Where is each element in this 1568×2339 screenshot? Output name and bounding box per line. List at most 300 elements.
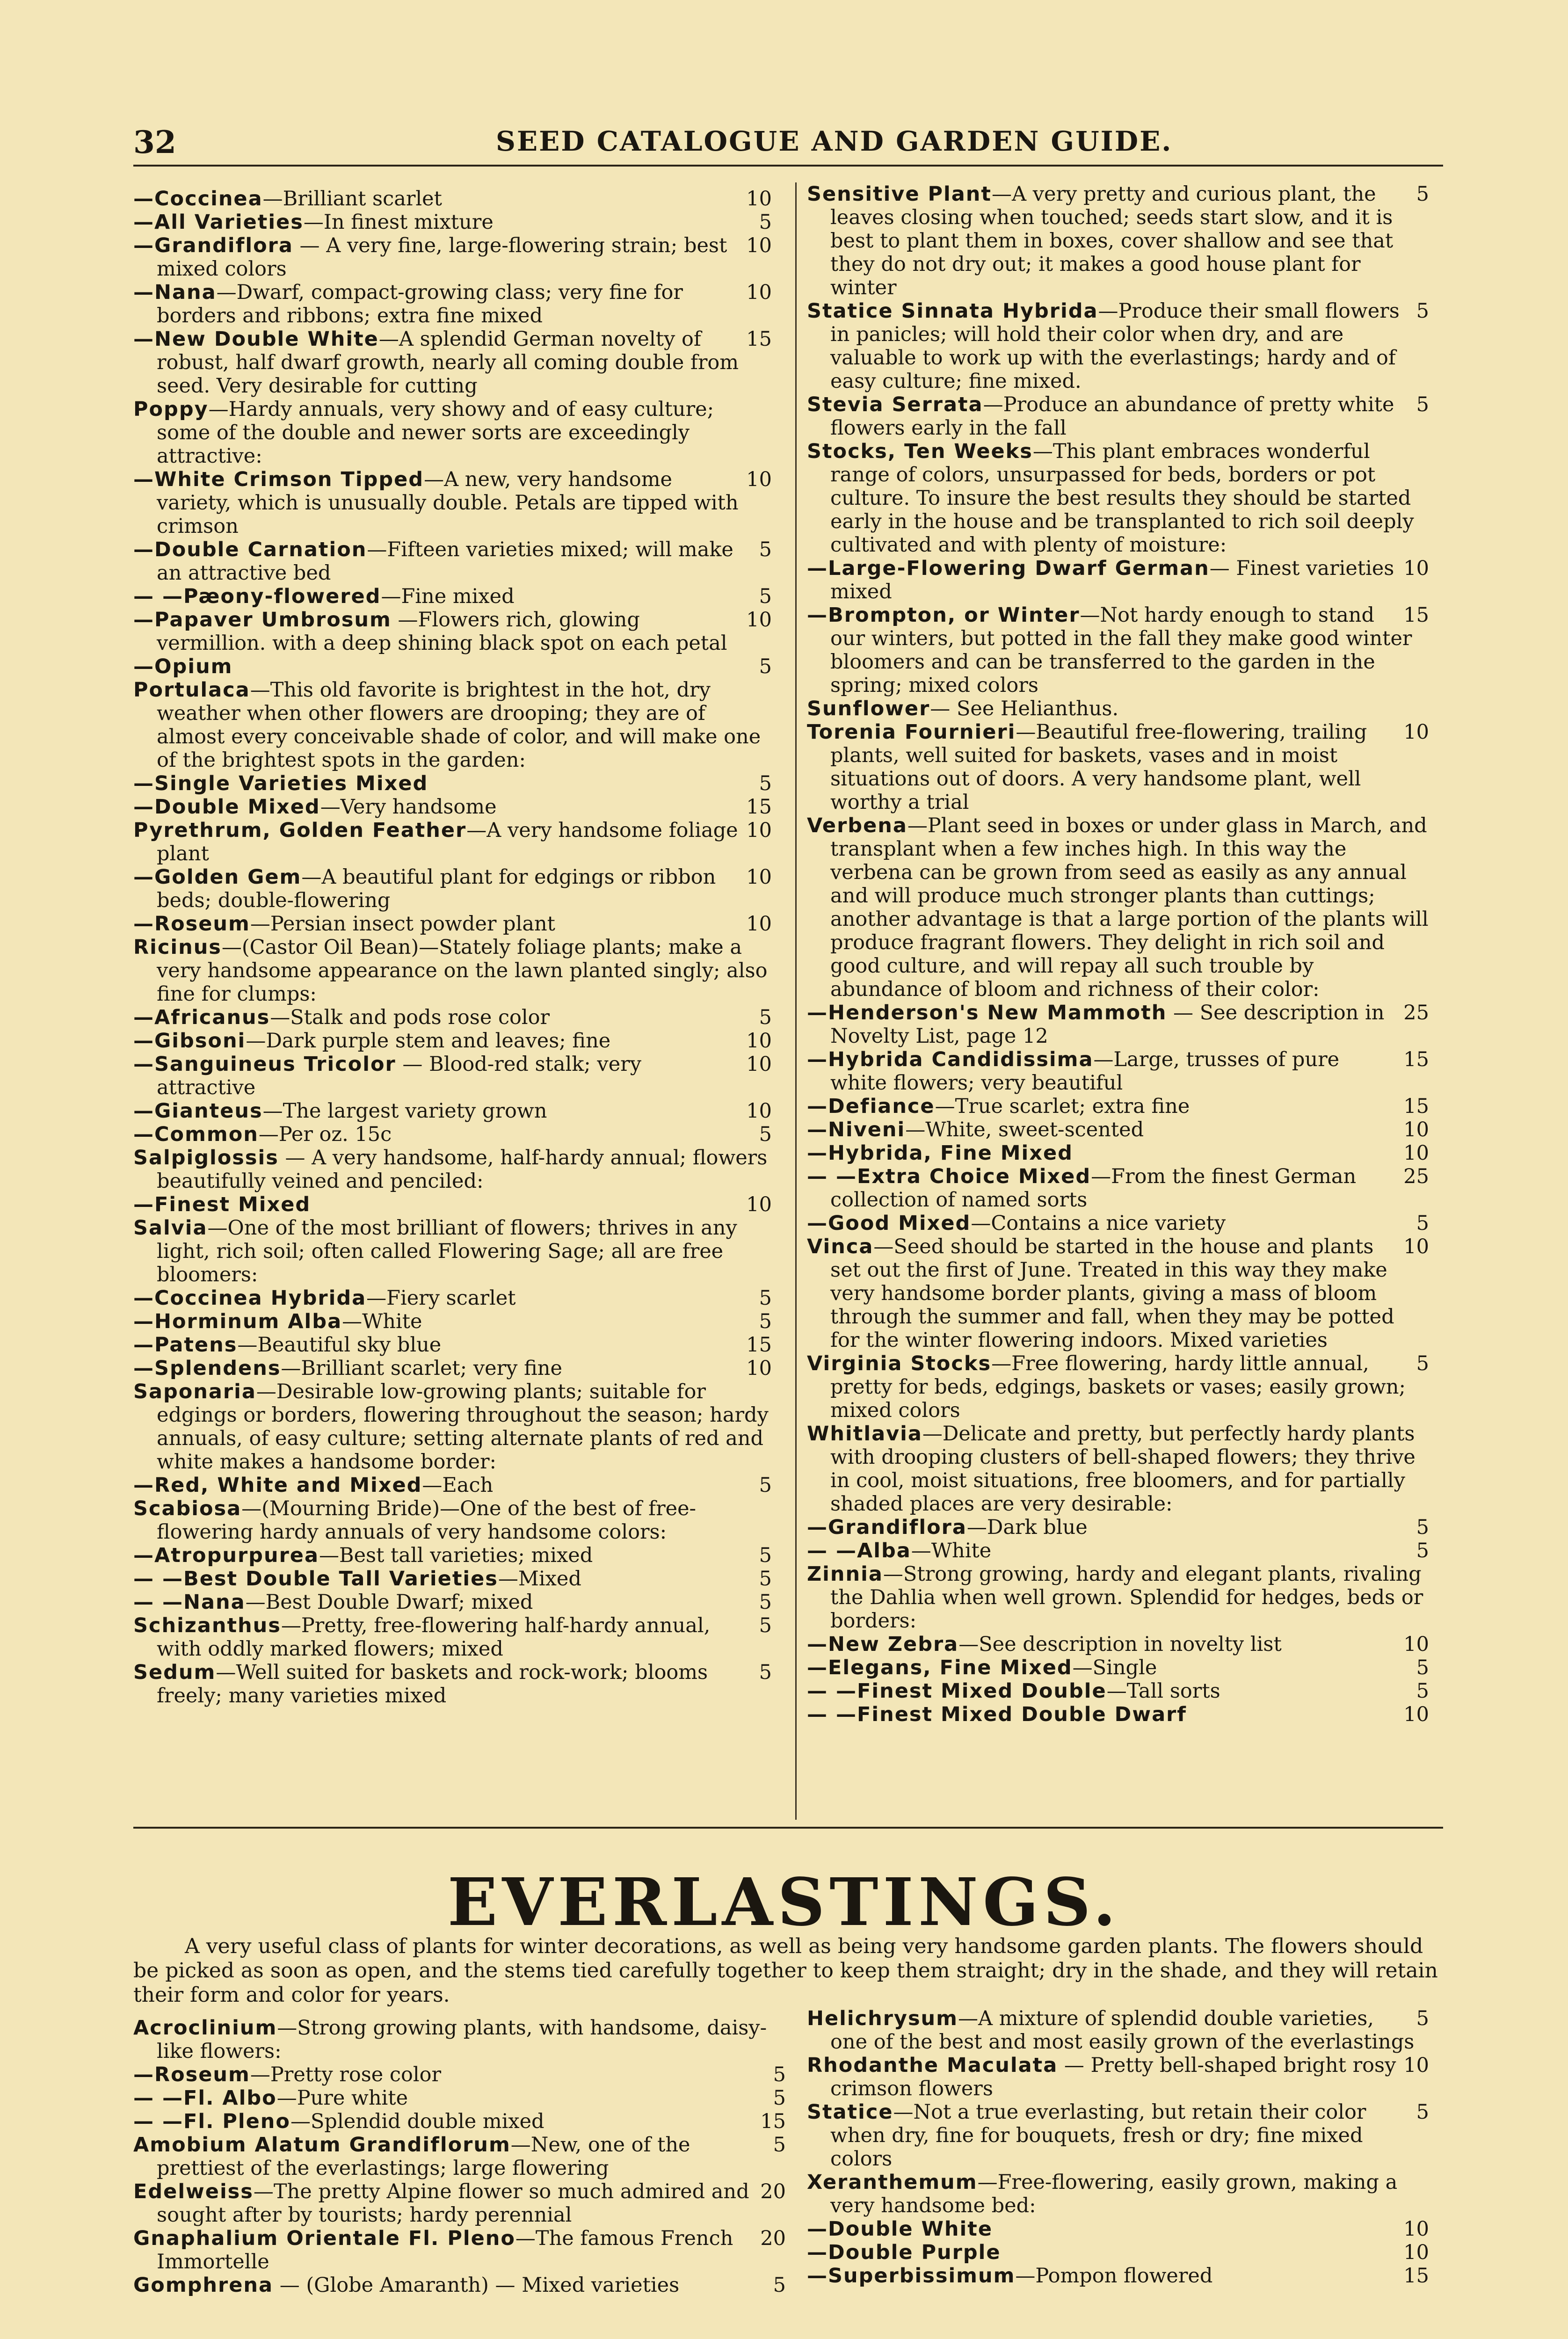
catalogue-entry [133,2086,786,2110]
entry-name: —Double Purple [807,2241,1001,2264]
entry-name: Virginia Stocks [807,1352,992,1375]
entry-price: 10 [746,281,772,304]
entry-name: Salvia [133,1216,208,1240]
entry-description: — Finest varieties mixed [830,557,1394,603]
entry-name: Edelweiss [133,2180,254,2203]
catalogue-entry [807,2007,1429,2054]
catalogue-entry [807,1656,1429,1679]
catalogue-entry [807,1562,1429,1633]
catalogue-entry [807,1048,1429,1095]
entry-name: —Single Varieties Mixed [133,772,428,795]
entry-description: —Fine mixed [381,585,515,608]
catalogue-entry [133,678,772,772]
catalogue-entry [807,720,1429,814]
catalogue-entry [807,697,1429,720]
entry-price: 20 [760,2227,786,2250]
entry-name: — —Alba [807,1539,911,1562]
entry-description: —Free-flowering, easily grown, making a very handsome bed: [830,2171,1398,2217]
entry-name: —Splendens [133,1357,281,1380]
entry-price: 5 [759,1614,772,1637]
entry-description: —Seed should be started in the house and plants set out the first of June. Treated in this way they make very handsome border plants, giving a mass of bloom through the summer and fall, when they may be potted for the winter flowering indoors. Mixed varieties [830,1235,1394,1352]
everlastings-left [133,2016,786,2297]
entry-price: 10 [746,912,772,936]
entry-description: —Contains a nice variety [971,1212,1226,1235]
entry-description: —Flowers rich, glowing vermillion. with a deep shining black spot on each petal [157,608,727,655]
entry-name: Gnaphalium Orientale Fl. Pleno [133,2227,515,2250]
entry-name: —Elegans, Fine Mixed [807,1656,1073,1679]
catalogue-entry [133,1053,772,1099]
entry-name: —Common [133,1123,259,1146]
everlastings-right [807,2007,1429,2288]
catalogue-entry [807,1141,1429,1165]
entry-name: —New Zebra [807,1633,959,1656]
entry-price: 20 [760,2180,786,2203]
entry-price: 10 [746,608,772,632]
column-divider [795,182,797,1820]
entry-price: 10 [746,1193,772,1216]
entry-price: 5 [1416,299,1429,323]
entry-name: —Red, White and Mixed [133,1474,422,1497]
catalogue-entry [133,2133,786,2180]
entry-name: —Superbissimum [807,2264,1016,2288]
entry-name: Salpiglossis [133,1146,279,1170]
entry-name: —Henderson's New Mammoth [807,1001,1167,1024]
entry-description: —Best Double Dwarf; mixed [245,1591,533,1614]
entry-description: —A very handsome foliage plant [157,819,738,865]
entry-name: Rhodanthe Maculata [807,2054,1058,2077]
entry-price: 10 [746,187,772,211]
catalogue-entry [133,1006,772,1029]
entry-description: —Delicate and pretty, but perfectly hardy plants with drooping clusters of bell-shaped flowers; they thrive in cool, moist situations, free bloomers, and for partially shaded places are very desirable: [830,1422,1416,1516]
entry-description: —Pure white [276,2086,408,2110]
entry-description: —In finest mixture [303,211,494,234]
entry-description: —Produce their small flowers in panicles; will hold their color when dry, and are valuable to work up with the everlastings; hardy and of easy culture; fine mixed. [830,299,1400,393]
entry-description: —Produce an abundance of pretty white flowers early in the fall [830,393,1394,440]
entry-name: —All Varieties [133,211,304,234]
entry-name: Statice [807,2100,893,2124]
entry-description: —A splendid German novelty of robust, half dwarf growth, nearly all coming double from seed. Very desirable for cutting [157,327,739,398]
entry-name: — —Fl. Pleno [133,2110,290,2133]
entry-price: 15 [746,795,772,819]
catalogue-entry [133,1544,772,1567]
catalogue-entry [133,1029,772,1053]
catalogue-entry [807,1212,1429,1235]
entry-price: 15 [760,2110,786,2133]
entry-description: —Not hardy enough to stand our winters, but potted in the fall they make good winter bloomers and can be transferred to the garden in the spring; mixed colors [830,603,1412,697]
entry-description: —This old favorite is brightest in the hot, dry weather when other flowers are drooping; they are of almost every conceivable shade of color, and will make one of the brightest spots in the garden: [157,678,761,772]
entry-description: —Very handsome [320,795,497,819]
entry-description: —Tall sorts [1106,1679,1220,1703]
catalogue-entry [133,2227,786,2274]
catalogue-entry [133,1099,772,1123]
catalogue-entry [133,865,772,912]
catalogue-entry [133,2063,786,2086]
entry-price: 5 [759,1310,772,1333]
page-number: 32 [133,124,176,160]
entry-price: 5 [759,1544,772,1567]
entry-price: 5 [773,2086,786,2110]
catalogue-entry [807,814,1429,1001]
catalogue-entry [133,2016,786,2063]
entry-name: — —Best Double Tall Varieties [133,1567,498,1591]
entry-price: 5 [1416,1352,1429,1375]
catalogue-entry [807,1095,1429,1118]
entry-price: 10 [1403,1235,1429,1258]
entry-name: Saponaria [133,1380,256,1403]
entry-price: 10 [746,865,772,889]
entry-name: —Horminum Alba [133,1310,342,1333]
catalogue-entry [133,327,772,398]
entry-name: — —Finest Mixed Double Dwarf [807,1703,1187,1726]
catalogue-entry [133,1661,772,1707]
entry-name: —Hybrida, Fine Mixed [807,1141,1073,1165]
everlastings-intro: A very useful class of plants for winter decorations, as well as being very handsome garden plants. The flowers should be picked as soon as open, and the stems tied carefully together to keep them straight; dry in the shade, and they will retain their form and color for years. [133,1934,1438,2007]
entry-price: 15 [746,1333,772,1357]
entry-price: 10 [1403,1703,1429,1726]
catalogue-entry [133,1310,772,1333]
entry-name: Verbena [807,814,907,837]
entry-description: —Fiery scarlet [366,1286,516,1310]
entry-description: —One of the most brilliant of flowers; thrives in any light, rich soil; often called Flowering Sage; all are free bloomers: [157,1216,737,1286]
catalogue-entry [807,2241,1429,2264]
entry-name: —Roseum [133,912,250,936]
entry-price: 5 [759,1123,772,1146]
entry-name: Whitlavia [807,1422,922,1446]
catalogue-entry [807,393,1429,440]
entry-name: — —Extra Choice Mixed [807,1165,1091,1188]
catalogue-entry [807,1703,1429,1726]
entry-description: —Best tall varieties; mixed [319,1544,593,1567]
catalogue-entry [133,772,772,795]
catalogue-entry [133,936,772,1006]
entry-description: —Beautiful free-flowering, trailing plants, well suited for baskets, vases and in moist situations out of doors. A very handsome plant, well worthy a trial [830,720,1367,814]
catalogue-entry [133,1123,772,1146]
catalogue-entry [133,608,772,655]
entry-price: 5 [1416,1516,1429,1539]
catalogue-entry [807,1679,1429,1703]
entry-description: —New, one of the prettiest of the everlastings; large flowering [157,2133,690,2180]
catalogue-entry [133,1380,772,1474]
catalogue-entry [133,1357,772,1380]
entry-price: 10 [1403,720,1429,744]
entry-price: 10 [1403,1141,1429,1165]
entry-name: Amobium Alatum Grandiflorum [133,2133,511,2157]
entry-price: 10 [1403,2241,1429,2264]
entry-name: —Large-Flowering Dwarf German [807,557,1210,580]
catalogue-entry [807,2171,1429,2217]
catalogue-entry [133,1567,772,1591]
left-column [133,187,772,1707]
catalogue-entry [133,398,772,468]
entry-description: —Large, trusses of pure white flowers; very beautiful [830,1048,1340,1095]
entry-description: —Fifteen varieties mixed; will make an attractive bed [157,538,733,585]
entry-name: —Niveni [807,1118,906,1141]
entry-price: 5 [759,1474,772,1497]
catalogue-entry [133,538,772,585]
entry-description: —Free flowering, hardy little annual, pretty for beds, edgings, baskets or vases; easily grown; mixed colors [830,1352,1406,1422]
entry-name: Schizanthus [133,1614,281,1637]
catalogue-entry [133,1497,772,1544]
catalogue-entry [807,1633,1429,1656]
entry-price: 5 [759,1661,772,1684]
entry-price: 5 [773,2133,786,2157]
entry-price: 5 [759,1006,772,1029]
entry-description: —White, sweet-scented [905,1118,1144,1141]
catalogue-entry [133,1614,772,1661]
entry-name: —Atropurpurea [133,1544,319,1567]
entry-price: 5 [759,772,772,795]
catalogue-entry [133,585,772,608]
entry-name: —Grandiflora [807,1516,967,1539]
entry-price: 5 [1416,393,1429,416]
entry-price: 5 [759,538,772,561]
catalogue-entry [133,2274,786,2297]
entry-price: 5 [1416,1539,1429,1562]
catalogue-entry [807,2100,1429,2171]
entry-description: —A beautiful plant for edgings or ribbon beds; double-flowering [157,865,716,912]
entry-description: —Splendid double mixed [290,2110,544,2133]
catalogue-entry [133,281,772,327]
entry-price: 15 [746,327,772,351]
catalogue-entry [807,1165,1429,1212]
header-rule [133,165,1443,167]
catalogue-entry [133,912,772,936]
entry-name: —Good Mixed [807,1212,971,1235]
catalogue-entry [133,1474,772,1497]
entry-description: —Mixed [498,1567,581,1591]
entry-name: —Gibsoni [133,1029,246,1053]
entry-price: 10 [746,819,772,842]
entry-description: —Hardy annuals, very showy and of easy culture; some of the double and newer sorts are exceedingly attractive: [157,398,714,468]
catalogue-entry [133,655,772,678]
entry-description: —(Castor Oil Bean)—Stately foliage plants; make a very handsome appearance on the lawn planted singly; also fine for clumps: [157,936,768,1006]
entry-name: —Papaver Umbrosum [133,608,392,632]
entry-description: —Strong growing plants, with handsome, daisy-like flowers: [157,2016,767,2063]
entry-description: —The famous French Immortelle [157,2227,733,2274]
catalogue-entry [807,1422,1429,1516]
entry-name: Torenia Fournieri [807,720,1016,744]
entry-price: 10 [1403,557,1429,580]
catalogue-entry [133,2180,786,2227]
entry-price: 5 [1416,1212,1429,1235]
entry-description: —Beautiful sky blue [237,1333,442,1357]
entry-price: 5 [1416,2100,1429,2124]
entry-description: —Strong growing, hardy and elegant plants, rivaling the Dahlia when well grown. Splendid for hedges, beds or borders: [830,1562,1423,1633]
entry-description: —Plant seed in boxes or under glass in March, and transplant when a few inches high. In this way the verbena can be grown from seed as easily as any annual and will produce much stronger plants than cuttings; another advantage is that a large portion of the plants will produce fragrant flowers. They delight in rich soil and good culture, and will repay all such trouble by abundance of bloom and richness of their color: [830,814,1429,1001]
entry-name: Xeranthemum [807,2171,978,2194]
catalogue-entry [807,1001,1429,1048]
entry-description: —Desirable low-growing plants; suitable for edgings or borders, flowering throughout the season; hardy annuals, of easy culture; setting alternate plants of red and white makes a handsome border: [157,1380,769,1474]
entry-name: Sedum [133,1661,216,1684]
entry-price: 5 [759,1567,772,1591]
entry-name: Stocks, Ten Weeks [807,440,1033,463]
running-title: SEED CATALOGUE AND GARDEN GUIDE. [496,125,1173,157]
entry-name: Ricinus [133,936,222,959]
entry-description: —Stalk and pods rose color [270,1006,550,1029]
entry-price: 10 [746,1099,772,1123]
entry-description: —Brilliant scarlet [262,187,442,211]
catalogue-entry [133,2110,786,2133]
entry-description: —From the finest German collection of named sorts [830,1165,1357,1212]
entry-description: —Dark purple stem and leaves; fine [246,1029,611,1053]
catalogue-entry [807,2054,1429,2100]
entry-price: 5 [1416,182,1429,206]
entry-description: — A very fine, large-flowering strain; best mixed colors [157,234,727,281]
entry-price: 10 [746,1053,772,1076]
entry-price: 15 [1403,603,1429,627]
entry-name: —Patens [133,1333,238,1357]
entry-description: —Single [1072,1656,1157,1679]
entry-price: 25 [1403,1165,1429,1188]
entry-name: —Grandiflora [133,234,293,257]
entry-price: 25 [1403,1001,1429,1024]
entry-name: —Gianteus [133,1099,263,1123]
entry-name: Sunflower [807,697,930,720]
entry-name: —Double Carnation [133,538,367,561]
entry-description: —Dwarf, compact-growing class; very fine for borders and ribbons; extra fine mixed [157,281,683,327]
entry-description: —Not a true everlasting, but retain their color when dry, fine for bouquets, fresh or dry; fine mixed colors [830,2100,1366,2171]
entry-name: —Double White [807,2217,993,2241]
entry-name: Helichrysum [807,2007,958,2030]
entry-name: Pyrethrum, Golden Feather [133,819,467,842]
entry-description: —Each [422,1474,494,1497]
entry-name: — —Fl. Albo [133,2086,277,2110]
entry-description: —True scarlet; extra fine [935,1095,1190,1118]
entry-description: —A new, very handsome variety, which is unusually double. Petals are tipped with crimson [157,468,739,538]
catalogue-entry [807,2217,1429,2241]
entry-description: —Pompon flowered [1015,2264,1213,2288]
entry-description: —Pretty rose color [250,2063,442,2086]
entry-description: —Persian insect powder plant [250,912,555,936]
entry-name: —New Double White [133,327,379,351]
entry-name: —Coccinea [133,187,263,211]
entry-name: —Golden Gem [133,865,302,889]
entry-description: — A very handsome, half-hardy annual; flowers beautifully veined and penciled: [157,1146,768,1193]
entry-price: 5 [1416,1656,1429,1679]
entry-name: —Opium [133,655,233,678]
catalogue-entry [133,819,772,865]
entry-name: —Hybrida Candidissima [807,1048,1094,1071]
entry-price: 5 [759,1591,772,1614]
catalogue-entry [807,1352,1429,1422]
entry-name: —Nana [133,281,217,304]
entry-description: —Per oz. 15c [258,1123,392,1146]
catalogue-entry [133,795,772,819]
catalogue-entry [807,1235,1429,1352]
entry-name: Stevia Serrata [807,393,983,416]
entry-price: 5 [773,2274,786,2297]
entry-description: —(Mourning Bride)—One of the best of free-flowering hardy annuals of very handsome colors: [157,1497,697,1544]
entry-description: —See description in novelty list [958,1633,1282,1656]
entry-description: — See description in Novelty List, page 12 [830,1001,1385,1048]
entry-description: —A mixture of splendid double varieties, one of the best and most easily grown of the everlastings [830,2007,1415,2054]
entry-price: 5 [759,585,772,608]
entry-price: 10 [746,234,772,257]
entry-name: Scabiosa [133,1497,242,1520]
entry-name: Vinca [807,1235,874,1258]
entry-price: 10 [1403,1118,1429,1141]
entry-price: 15 [1403,2264,1429,2288]
entry-description: —Pretty, free-flowering half-hardy annual, with oddly marked flowers; mixed [157,1614,711,1661]
entry-price: 5 [759,655,772,678]
entry-price: 10 [1403,2054,1429,2077]
entry-price: 5 [1416,2007,1429,2030]
entry-price: 5 [759,211,772,234]
entry-description: —The largest variety grown [262,1099,547,1123]
entry-name: —Double Mixed [133,795,320,819]
entry-name: —Finest Mixed [133,1193,311,1216]
entry-description: —Dark blue [966,1516,1088,1539]
entry-price: 5 [773,2063,786,2086]
catalogue-entry [133,1193,772,1216]
entry-name: —Defiance [807,1095,935,1118]
catalogue-entry [133,468,772,538]
entry-description: —A very pretty and curious plant, the leaves closing when touched; seeds start slow, and it is best to plant them in boxes, cover shallow and see that they do not dry out; it makes a good house plant for winter [830,182,1394,299]
catalogue-entry [133,1591,772,1614]
entry-name: Poppy [133,398,209,421]
entry-name: —Coccinea Hybrida [133,1286,367,1310]
entry-description: — (Globe Amaranth) — Mixed varieties [273,2274,680,2297]
catalogue-entry [807,1539,1429,1562]
entry-description: —White [911,1539,992,1562]
entry-name: Acroclinium [133,2016,277,2040]
entry-name: — —Pæony-flowered [133,585,381,608]
entry-name: —Africanus [133,1006,270,1029]
catalogue-entry [807,2264,1429,2288]
catalogue-entry [133,1333,772,1357]
section-rule [133,1827,1443,1829]
entry-name: Gomphrena [133,2274,274,2297]
entry-name: — —Finest Mixed Double [807,1679,1107,1703]
catalogue-entry [133,211,772,234]
catalogue-entry [133,187,772,211]
right-column [807,182,1429,1726]
entry-price: 10 [1403,2217,1429,2241]
catalogue-entry [133,234,772,281]
entry-price: 10 [746,1357,772,1380]
entry-price: 10 [746,1029,772,1053]
catalogue-entry [133,1146,772,1193]
entry-name: Sensitive Plant [807,182,992,206]
entry-description: —This plant embraces wonderful range of colors, unsurpassed for beds, borders or pot culture. To insure the best results they should be started early in the house and be transplanted to rich soil deeply cultivated and with plenty of moisture: [830,440,1414,557]
catalogue-entry [807,440,1429,557]
entry-description: — See Helianthus. [930,697,1119,720]
catalogue-entry [807,603,1429,697]
everlastings-title: EVERLASTINGS. [447,1864,1121,1941]
entry-price: 5 [759,1286,772,1310]
entry-name: —Sanguineus Tricolor [133,1053,396,1076]
entry-name: Statice Sinnata Hybrida [807,299,1098,323]
catalogue-entry [807,1118,1429,1141]
entry-name: Zinnia [807,1562,883,1586]
catalogue-entry [807,1516,1429,1539]
entry-name: —White Crimson Tipped [133,468,424,491]
entry-name: —Brompton, or Winter [807,603,1080,627]
catalogue-entry [807,182,1429,299]
entry-price: 5 [1416,1679,1429,1703]
entry-price: 10 [1403,1633,1429,1656]
entry-name: — —Nana [133,1591,246,1614]
catalogue-entry [807,557,1429,603]
entry-name: Portulaca [133,678,250,702]
catalogue-entry [807,299,1429,393]
entry-price: 15 [1403,1095,1429,1118]
entry-description: —Well suited for baskets and rock-work; blooms freely; many varieties mixed [157,1661,708,1707]
entry-description: —Brilliant scarlet; very fine [281,1357,562,1380]
catalogue-entry [133,1286,772,1310]
entry-description: —The pretty Alpine flower so much admired and sought after by tourists; hardy perennial [157,2180,749,2227]
entry-name: —Roseum [133,2063,250,2086]
